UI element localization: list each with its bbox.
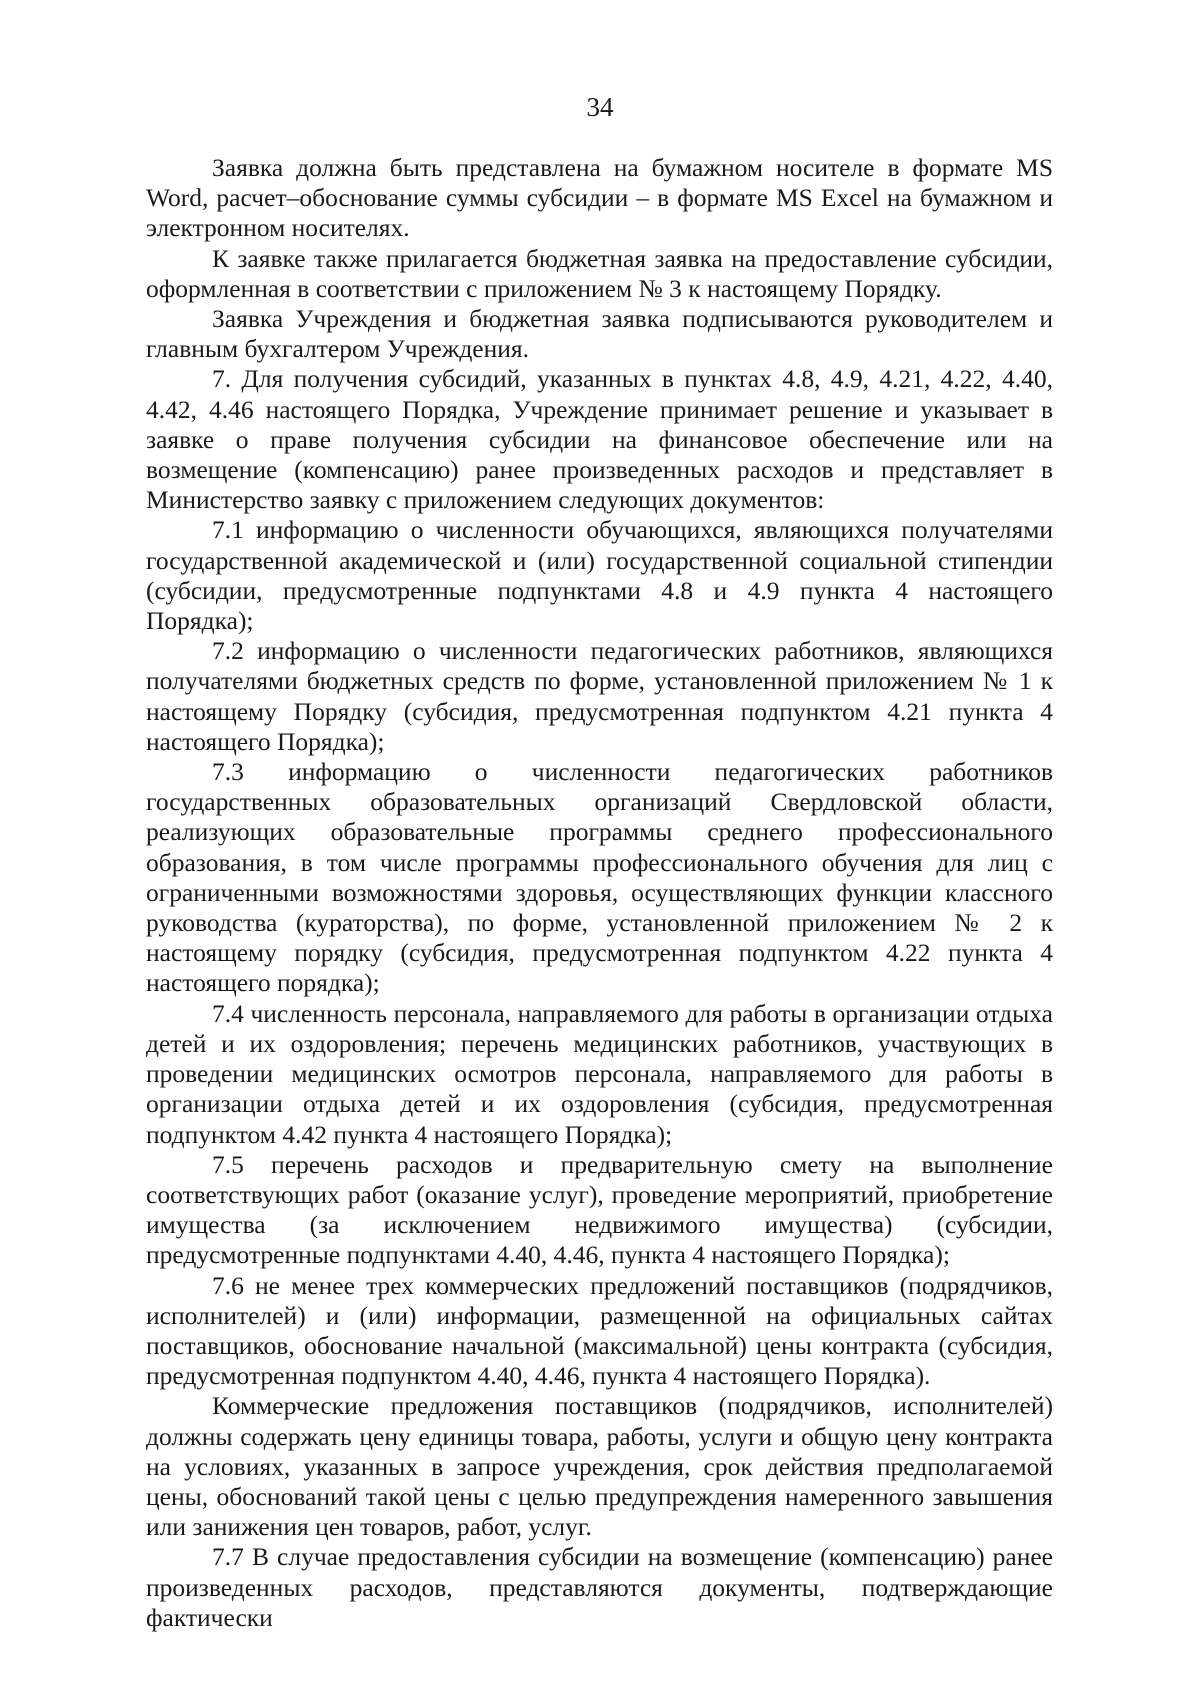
paragraph-item-7-5: 7.5 перечень расходов и предварительную смету на выполнение соответствующих работ (оказание услуг), проведение мероприятий, приобретение имущества (за исключением недвижимого имущества) (субсидии, предусмотренные подпунктами 4.40, 4.46, пункта 4 настоящего Порядка); — [146, 1149, 1053, 1270]
paragraph-item-7-1: 7.1 информацию о численности обучающихся, являющихся получателями государственной академической и (или) государственной социальной стипендии (субсидии, предусмотренные подпунктами 4.8 и 4.9 пункта 4 настоящего Порядка); — [146, 515, 1053, 636]
paragraph-item-7-7: 7.7 В случае предоставления субсидии на возмещение (компенсацию) ранее произведенных расходов, представляются документы, подтверждающие фактически — [146, 1542, 1053, 1632]
paragraph-item-7-2: 7.2 информацию о численности педагогических работников, являющихся получателями бюджетных средств по форме, установленной приложением № 1 к настоящему Порядку (субсидия, предусмотренная подпунктом 4.21 пункта 4 настоящего Порядка); — [146, 636, 1053, 756]
paragraph-item-7-3: 7.3 информацию о численности педагогических работников государственных образовательных организаций Свердловской области, реализующих образовательные программы среднего профессионального образования, в том числе программы профессионального обучения для лиц с ограниченными возможностями здоровья, осуществляющих функции классного руководства (кураторства), по форме, установленной приложением № 2 к настоящему порядку (субсидия, предусмотренная подпунктом 4.22 пункта 4 настоящего порядка); — [146, 757, 1053, 998]
paragraph-item-7-4: 7.4 численность персонала, направляемого для работы в организации отдыха детей и их оздоровления; перечень медицинских работников, участвующих в проведении медицинских осмотров персонала, направляемого для работы в организации отдыха детей и их оздоровления (субсидия, предусмотренная подпунктом 4.42 пункта 4 настоящего Порядка); — [146, 998, 1053, 1149]
paragraph-commercial-offers: Коммерческие предложения поставщиков (подрядчиков, исполнителей) должны содержать цену единицы товара, работы, услуги и общую цену контракта на условиях, указанных в запросе учреждения, срок действия предполагаемой цены, обоснований такой цены с целью предупреждения намеренного завышения или занижения цен товаров, работ, услуг. — [146, 1391, 1053, 1542]
paragraph-item-7-6: 7.6 не менее трех коммерческих предложений поставщиков (подрядчиков, исполнителей) и (или) информации, размещенной на официальных сайтах поставщиков, обоснование начальной (максимальной) цены контракта (субсидия, предусмотренная подпунктом 4.40, 4.46, пункта 4 настоящего Порядка). — [146, 1270, 1053, 1391]
page-number: 34 — [586, 92, 614, 122]
document-body — [146, 153, 1053, 1633]
paragraph-application-format: Заявка должна быть представлена на бумажном носителе в формате MS Word, расчет–обоснование суммы субсидии – в формате MS Excel на бумажном и электронном носителях. — [146, 153, 1053, 243]
paragraph-signatures: Заявка Учреждения и бюджетная заявка подписываются руководителем и главным бухгалтером Учреждения. — [146, 304, 1053, 364]
paragraph-budget-application: К заявке также прилагается бюджетная заявка на предоставление субсидии, оформленная в соответствии с приложением № 3 к настоящему Порядку. — [146, 243, 1053, 303]
paragraph-item-7: 7. Для получения субсидий, указанных в пунктах 4.8, 4.9, 4.21, 4.22, 4.40, 4.42, 4.46 настоящего Порядка, Учреждение принимает решение и указывает в заявке о праве получения субсидии на финансовое обеспечение или на возмещение (компенсацию) ранее произведенных расходов и представляет в Министерство заявку с приложением следующих документов: — [146, 364, 1053, 515]
